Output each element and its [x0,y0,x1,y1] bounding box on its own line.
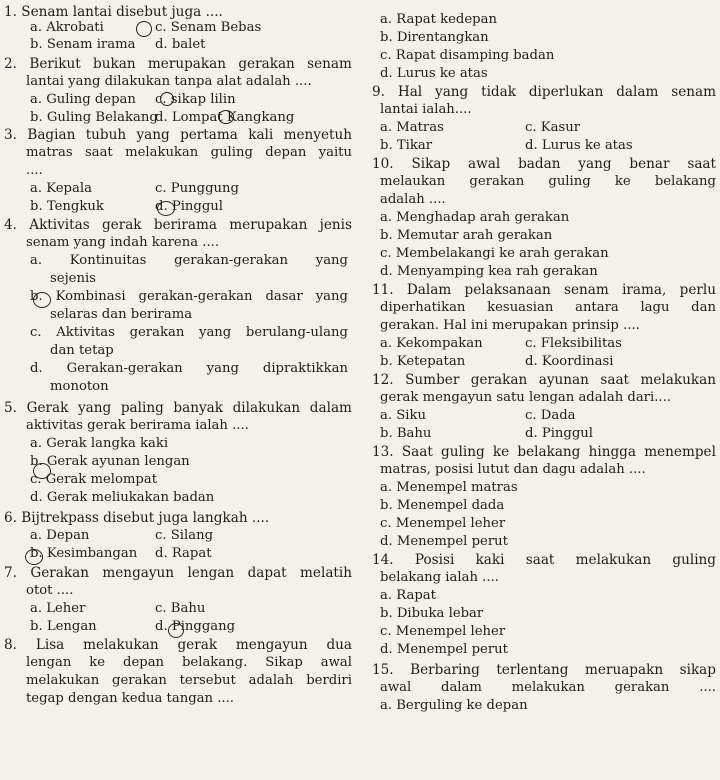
option-q3: d. Pinggul [155,199,224,214]
word: hingga [588,444,636,460]
word: yang [199,325,232,340]
question-q9-line: lantai ialah.... [380,102,472,117]
word: adalah [248,673,294,688]
word: kali [248,127,274,143]
word: melaukan [380,174,446,189]
option-q8opts: c. Rapat disamping badan [380,48,555,63]
word: depan [123,655,165,670]
option-q2: b. Guling Belakang [30,110,158,125]
word: matras [26,145,73,160]
option-q5: d. Gerak meliukakan badan [30,490,215,505]
word: gerakan [112,673,167,688]
word: 2. [4,56,17,72]
word: b. [30,289,43,304]
word: 9. [372,84,385,100]
word: Hal [397,84,423,100]
word: Lisa [35,637,65,653]
word: senam [307,56,352,72]
option-q4: monoton [50,379,109,394]
word: dua [326,637,352,653]
question-q8-line [4,637,352,653]
option-q5: b. Gerak ayunan lengan [30,454,190,469]
word: .... [699,680,716,695]
word: belakang [517,444,581,460]
word: 12. [372,372,394,388]
word: melatih [300,565,352,581]
word: bukan [93,56,136,72]
word: merupakan [147,56,227,72]
option-q10: b. Memutar arah gerakan [380,228,553,243]
word: awal [468,156,501,172]
question-q15-line [380,680,716,696]
option-q4: selaras dan berirama [50,307,193,322]
word: ke [89,655,106,670]
word: dilakukan [232,400,301,416]
option-q14: d. Menempel perut [380,642,508,657]
word: benar [629,156,670,172]
option-q4 [30,325,348,341]
word: mengayun [102,565,175,581]
word: Kombinasi [55,289,126,304]
word: Bagian [27,127,76,143]
question-q2-line: lantai yang dilakukan tanpa alat adalah .... [26,74,312,89]
option-q8opts: d. Lurus ke atas [380,66,488,81]
question-q8-line [26,673,352,689]
word: 14. [372,552,394,568]
word: belakang. [181,655,248,670]
word: Sikap [265,655,303,670]
word: yang [315,289,348,304]
word: Kontinuitas [69,253,147,268]
word: Gerakan [30,565,89,581]
word: guling [672,552,716,568]
word: 10. [372,156,394,172]
option-q12: b. Bahu [380,426,432,441]
option-q2: c. sikap lilin [155,92,236,107]
word: dalam [441,680,482,695]
word: yang [315,253,348,268]
option-q4 [30,253,348,269]
word: berdiri [306,673,352,688]
question-q6-line: 6. Bijtrekpass disebut juga langkah .... [4,510,270,526]
word: banyak [173,400,223,416]
word: saat [525,552,555,568]
word: saat [687,156,716,172]
option-q6: d. Rapat [155,546,212,561]
word: irama, [622,282,667,298]
word: gerakan [238,56,295,72]
word: 3. [4,127,17,143]
word: lengan [187,565,235,581]
word: dipraktikkan [262,361,348,376]
question-q8-line: tegap dengan kedua tangan .... [26,691,234,706]
option-q12: d. Pinggul [525,426,594,441]
word: gerakan [614,680,670,695]
option-q11: b. Ketepatan [380,354,466,369]
word: 8. [4,637,17,653]
option-q12: c. Dada [525,408,576,423]
word: dalam [309,400,352,416]
option-q10: d. Menyamping kea rah gerakan [380,264,598,279]
word: 15. [372,662,394,678]
word: guling [441,444,485,460]
option-q5: c. Gerak melompat [30,472,158,487]
word: 7. [4,565,17,581]
word: saat [84,145,113,160]
question-q3-line [4,127,352,143]
word: c. [30,325,42,340]
word: 11. [372,282,394,298]
option-q10: a. Menghadap arah gerakan [380,210,570,225]
option-q1: d. balet [155,37,206,52]
word: dapat [247,565,287,581]
question-q5-line: aktivitas gerak berirama ialah .... [26,418,249,433]
word: dasar [265,289,303,304]
option-q7: a. Leher [30,601,86,616]
word: d. [30,361,43,376]
word: Berbaring [410,662,480,678]
word: yang [435,84,469,100]
word: Aktivitas [29,217,90,233]
question-q11-line: gerakan. Hal ini merupakan prinsip .... [380,318,640,333]
word: Dalam [406,282,452,298]
question-q3-line: .... [26,163,43,178]
word: paling [120,400,164,416]
word: gerakan-gerakan [174,253,289,268]
word: guling [548,174,591,189]
word: yang [206,361,239,376]
option-q4: dan tetap [50,343,114,358]
word: ke [492,444,510,460]
question-q10-line: adalah .... [380,192,446,207]
question-q7-line [4,565,352,581]
word: saat [600,372,630,388]
word: melakukan [125,145,199,160]
word: Saat [401,444,433,460]
option-q9: d. Lurus ke atas [525,138,633,153]
word: gerakan [129,325,185,340]
option-q6: c. Silang [155,528,214,543]
word: merupakan [229,217,308,233]
word: Gerakan-gerakan [66,361,183,376]
word: melakukan [575,552,652,568]
word: dalam [616,84,659,100]
word: senam [671,84,716,100]
word: gerak [177,637,218,653]
option-q14: a. Rapat [380,588,436,603]
question-q15-line: a. Berguling ke depan [380,698,528,713]
word: Berikut [29,56,81,72]
word: melakukan [511,680,585,695]
word: antara [575,300,619,315]
word: tersebut [179,673,236,688]
option-q7: c. Bahu [155,601,206,616]
option-q3: b. Tengkuk [30,199,104,214]
word: Posisi [414,552,455,568]
word: Aktivitas [56,325,115,340]
word: terlentang [496,662,569,678]
question-q9-line [372,84,716,100]
word: gerakan [470,372,528,388]
word: 5. [4,400,17,416]
word: menyetuh [283,127,352,143]
question-q14-line [372,552,716,568]
option-q2: a. Guling depan [30,92,136,107]
word: senam [564,282,609,298]
word: melakukan [26,673,100,688]
option-q6: a. Depan [30,528,90,543]
option-q1: c. Senam Bebas [155,20,262,35]
option-q9: b. Tikar [380,138,432,153]
question-q10-line [372,156,716,172]
word: jenis [319,217,352,233]
option-q13: a. Menempel matras [380,480,518,495]
word: gerak [101,217,142,233]
word: lagu [640,300,670,315]
word: kaki [475,552,505,568]
question-q7-line: otot .... [26,583,74,598]
word: Gerak [26,400,69,416]
option-q7: b. Lengan [30,619,97,634]
question-q11-line [380,300,716,316]
question-q15-line [372,662,716,678]
word: dan [691,300,716,315]
question-q4-line [4,217,352,233]
word: kesuasian [487,300,554,315]
option-q3: a. Kepala [30,181,92,196]
option-q13: c. Menempel leher [380,516,506,531]
word: ayunan [538,372,589,388]
word: pelaksanaan [464,282,551,298]
word: a. [30,253,43,268]
option-q14: b. Dibuka lebar [380,606,484,621]
option-q5: a. Gerak langka kaki [30,436,169,451]
option-q1: b. Senam irama [30,37,136,52]
word: lengan [26,655,72,670]
word: ke [614,174,631,189]
option-q6: b. Kesimbangan [30,546,138,561]
word: yaitu [318,145,352,160]
option-q13: b. Menempel dada [380,498,505,513]
word: Sikap [411,156,451,172]
option-q1: a. Akrobati [30,20,104,35]
word: badan [518,156,561,172]
word: sikap [679,662,716,678]
word: gerakan-gerakan [138,289,253,304]
option-q4 [30,361,348,377]
word: melakukan [640,372,716,388]
word: Sumber [405,372,460,388]
word: tidak [481,84,516,100]
word: berirama [153,217,218,233]
word: yang [578,156,612,172]
option-q13: d. Menempel perut [380,534,508,549]
question-q10-line [380,174,716,190]
word: 13. [372,444,394,460]
question-q5-line [4,400,352,416]
question-q8-line [26,655,352,671]
question-q2-line [4,56,352,72]
option-q11: c. Fleksibilitas [525,336,622,351]
question-q1-line: 1. Senam lantai disebut juga .... [4,4,223,20]
option-q8opts: b. Direntangkan [380,30,489,45]
option-q11: a. Kekompakan [380,336,483,351]
question-q12-line: gerak mengayun satu lengan adalah dari.... [380,390,671,405]
word: pertama [180,127,238,143]
word: tubuh [85,127,127,143]
question-q12-line [372,372,716,388]
question-q4-line: senam yang indah karena .... [26,235,220,250]
option-q9: a. Matras [380,120,444,135]
word: belakang [654,174,716,189]
option-q9: c. Kasur [525,120,581,135]
word: diperhatikan [380,300,466,315]
word: melakukan [83,637,159,653]
question-q14-line: belakang ialah .... [380,570,499,585]
word: diperlukan [528,84,604,100]
word: mengayun [235,637,308,653]
word: perlu [679,282,716,298]
word: awal [320,655,352,670]
option-q8opts: a. Rapat kedepan [380,12,497,27]
word: meruapakn [585,662,664,678]
question-q13-line [372,444,716,460]
word: guling [210,145,253,160]
word: depan [265,145,307,160]
word: yang [77,400,112,416]
option-q2: d. Lompat Kangkang [155,110,295,125]
option-q14: c. Menempel leher [380,624,506,639]
word: gerakan [469,174,525,189]
word: 4. [4,217,17,233]
word: yang [136,127,170,143]
option-q7: d. Pinggang [155,619,236,634]
question-q13-line: matras, posisi lutut dan dagu adalah .... [380,462,646,477]
option-q4: sejenis [50,271,96,286]
option-q4 [30,289,348,305]
question-q3-line [26,145,352,161]
option-q3: c. Punggung [155,181,239,196]
option-q11: d. Koordinasi [525,354,614,369]
word: menempel [644,444,716,460]
word: berulang-ulang [245,325,348,340]
option-q12: a. Siku [380,408,426,423]
option-q10: c. Membelakangi ke arah gerakan [380,246,609,261]
word: awal [380,680,412,695]
question-q11-line [372,282,716,298]
